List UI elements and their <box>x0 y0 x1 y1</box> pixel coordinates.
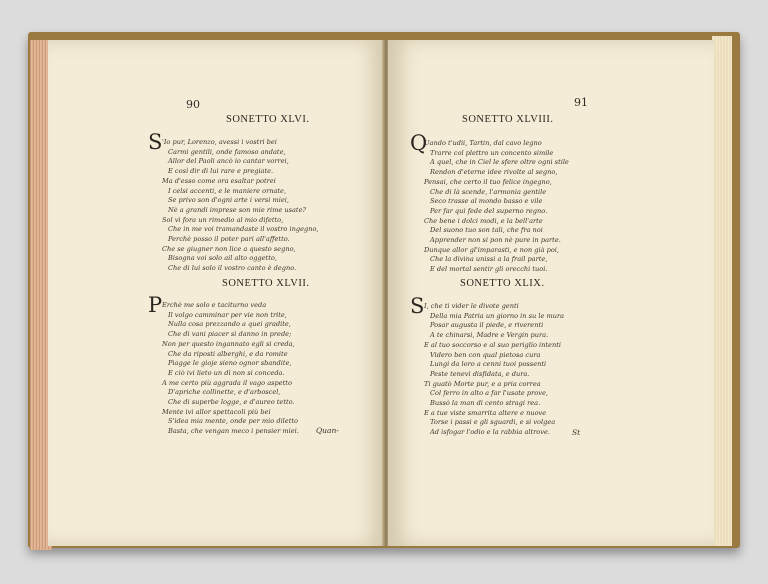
verse-line: Col ferro in alto a far l'usate prove, <box>430 389 548 398</box>
right-page <box>388 40 714 546</box>
verse-line: E ciò ivi lieto un dì non si conceda. <box>168 368 285 377</box>
verse-line: Carmi gentili, onde famoso andate, <box>168 147 286 156</box>
verse-line: Bussò la man di cento stragi rea. <box>430 399 541 408</box>
verse-line: A me certo più aggrada il vago aspetto <box>162 378 292 387</box>
verse-line: Che bene i dolci modi, e la bell'arte <box>424 216 543 225</box>
verse-line: S'idea mia mente, onde per mio diletto <box>168 417 298 426</box>
verse-line: Del suono tuo son tali, che fra noi <box>430 226 543 235</box>
sonnet-title: SONETTO XLIX. <box>460 278 545 289</box>
verse-line: Mente ivi allor spettacoli più bei <box>162 407 271 416</box>
verse-line: Che di superbe logge, e d'aureo tetto. <box>168 398 295 407</box>
verse-line: Seco trasse al mondo basso e vile <box>430 197 543 206</box>
verse-line: Non per questo ingannato egli si creda, <box>162 339 295 348</box>
verse-line: Pensai, che certo il tuo felice ingegno, <box>424 177 552 186</box>
verse-line: Peste tenevi disfidata, e dura. <box>430 369 530 378</box>
sonnet-text <box>424 139 569 275</box>
verse-line: A quel, che in Ciel le sfere oltre ogni stile <box>430 158 569 167</box>
verse-line: E al tuo soccorso e al suo periglio intenti <box>424 340 561 349</box>
verse-line: Rendon d'eterne idee rivolte al segno, <box>430 168 558 177</box>
verse-line: Trarre col plettro un concento simile <box>430 148 554 157</box>
verse-line: Videro ben con qual pietosa cura <box>430 350 541 359</box>
verse-line: Basta, che vengan meco i pensier miei. <box>168 427 299 436</box>
verse-line: I celsi accenti, e le maniere ornate, <box>168 186 287 195</box>
verse-line: Che in me voi tramandaste il vostro ingegno, <box>168 225 319 234</box>
sonnet-text <box>424 302 564 438</box>
verse-line: E del mortal sentir gli orecchi tuoi. <box>430 265 548 274</box>
drop-capital: Q <box>410 131 428 155</box>
left-page <box>48 40 386 546</box>
verse-line: Che di lui solo il vostro canto è degno. <box>168 264 297 273</box>
verse-line: E così dir di lui rare e pregiate. <box>168 167 274 176</box>
drop-capital: S <box>410 294 425 318</box>
verse-line: Apprender non si pon nè pure in parte. <box>430 236 561 245</box>
verse-line: Nulla cosa prezzando a quei gradite, <box>168 320 291 329</box>
page-number: 91 <box>574 96 588 109</box>
verse-line: Se privo son d'ogni arte i versi miei, <box>168 196 289 205</box>
page-number: 90 <box>186 98 200 111</box>
verse-line: Piagge le gioje sieno ognor sbandite, <box>168 359 292 368</box>
verse-line: D'apriche collinette, e d'arboscel, <box>168 388 281 397</box>
verse-line: Erchè me solo e taciturno veda <box>162 301 267 309</box>
sonnet-title: SONETTO XLVIII. <box>462 114 554 125</box>
sonnet-text <box>162 138 319 274</box>
verse-line: Che se giugner non lice a questo segno, <box>162 244 296 253</box>
verse-line: E a tue viste smarrita altere e nuove <box>424 408 547 417</box>
right-page-edges <box>712 36 732 546</box>
verse-line: Perchè posso il poter pari all'affetto. <box>168 235 290 244</box>
verse-line: Uando t'udii, Tartin, dal cavo legno <box>424 139 542 147</box>
verse-line: A te chinarsi, Madre e Vergin pura. <box>430 331 549 340</box>
sonnet-text <box>162 301 299 437</box>
verse-line: Che da riposti alberghi, e da romite <box>168 349 288 358</box>
verse-line: Il volgo camminar per vie non trite, <box>168 310 287 319</box>
verse-line: Che di vani piacer si danno in prede; <box>168 330 292 339</box>
verse-line: Che la divina unissi a la frail parte, <box>430 255 548 264</box>
verse-line: Che di là scende, l'armonia gentile <box>430 187 547 196</box>
verse-line: 'Io pur, Lorenzo, avessi i vostri bei <box>162 138 277 146</box>
sonnet-title: SONETTO XLVI. <box>226 114 310 125</box>
verse-line: Lungi da loro a cenni tuoi possenti <box>430 360 547 369</box>
verse-line: Allor del Paoli ancò io cantar vorrei, <box>168 157 289 166</box>
catchword: St <box>572 428 581 437</box>
verse-line: Ti guatò Morte pur, e a pria correa <box>424 379 541 388</box>
verse-line: Posar augusta il piede, e riverenti <box>430 321 544 330</box>
drop-capital: P <box>148 293 163 317</box>
sonnet-title: SONETTO XLVII. <box>222 278 310 289</box>
verse-line: Ad isfogar l'odio e la rabbia altrove. <box>430 428 550 437</box>
verse-line: Della mia Patria un giorno in su le mura <box>430 311 565 320</box>
verse-line: I, che ti vider le divote genti <box>424 302 519 310</box>
verse-line: Ma d'esso come ora esaltar potrei <box>162 176 276 185</box>
verse-line: Torse i passi e gli sguardi, e si volgea <box>430 418 556 427</box>
verse-line: Bisogna voi solo ail alto oggetto, <box>168 254 277 263</box>
drop-capital: S <box>148 130 163 154</box>
verse-line: Nè a grandi imprese son mie rime usate? <box>168 205 307 214</box>
verse-line: Dunque allor gl'imparasti, e non già poi, <box>424 245 559 254</box>
catchword: Quan- <box>316 426 339 435</box>
verse-line: Sol vi fora un rimedio al mio difetto, <box>162 215 284 224</box>
verse-line: Per far qui fede del superno regno. <box>430 206 548 215</box>
